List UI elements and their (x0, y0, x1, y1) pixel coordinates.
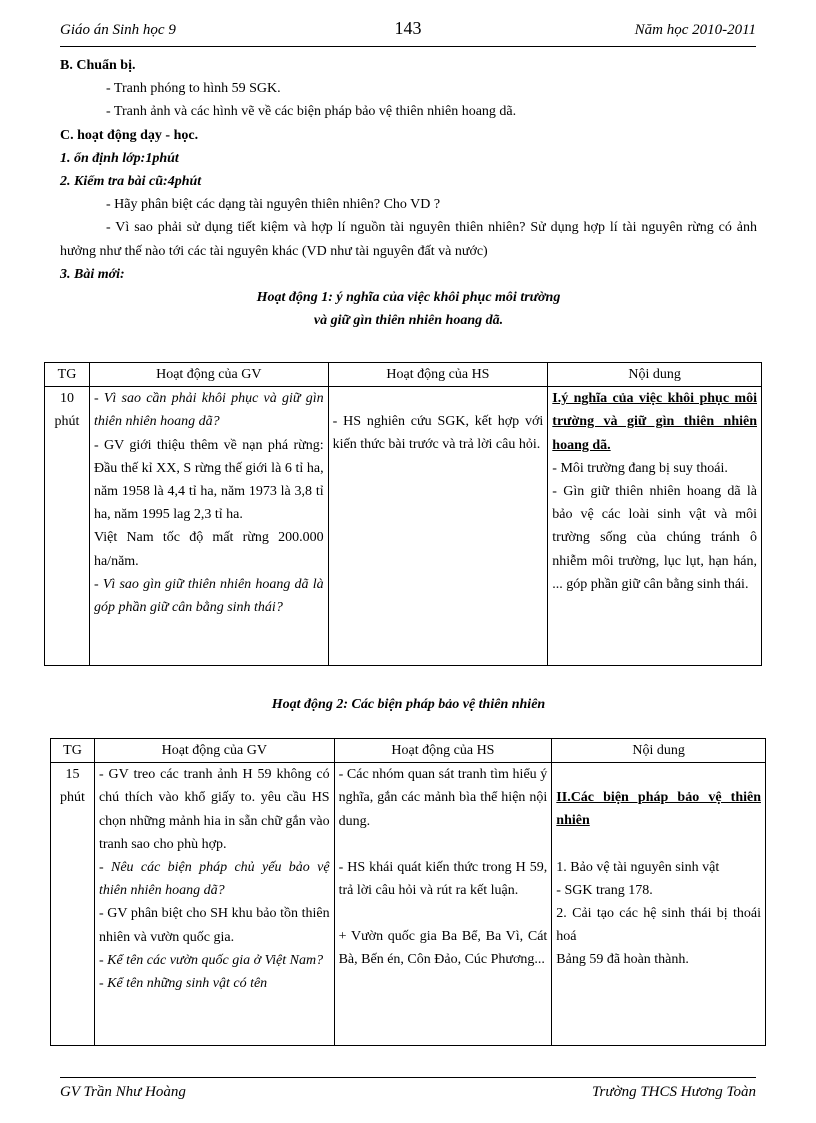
cell-hs (334, 763, 552, 1046)
page-number: 143 (394, 18, 422, 38)
nd-text: - Môi trường đang bị suy thoái. (552, 460, 728, 476)
tg-unit: phút (54, 414, 80, 430)
header-rule (60, 46, 756, 47)
gv-text: - GV treo các tranh ảnh H 59 không có chú thích vào khổ giấy to. yêu cầu HS chọn những mảnh hia in sẵn chữ gắn vào tranh sao cho phù hợp. (98, 767, 330, 852)
gv-text: - GV phân biệt cho SH khu bảo tồn thiên nhiên và vườn quốc gia. (98, 906, 330, 945)
table-row (51, 763, 766, 1046)
cell-nd (552, 763, 766, 1046)
review-question-1: - Hãy phân biệt các dạng tài nguyên thiên nhiên? Cho VD ? (106, 197, 441, 213)
page-footer (60, 1084, 756, 1101)
header-nd: Nội dung (548, 363, 762, 387)
page-header (60, 18, 756, 42)
section-c-title: C. hoạt động dạy - học. (60, 127, 199, 143)
footer-school: Trường THCS Hương Toàn (592, 1084, 756, 1100)
activity-1-title-line2: và giữ gìn thiên nhiên hoang dã. (313, 313, 504, 329)
cell-gv (94, 763, 334, 1046)
document-body (60, 54, 757, 332)
hs-text: + Vườn quốc gia Ba Bể, Ba Vì, Cát Bà, Bến én, Côn Đảo, Cúc Phương... (338, 929, 548, 968)
tg-value: 15 (65, 767, 80, 783)
gv-question: - Vì sao gìn giữ thiên nhiên hoang dã là góp phần giữ cân bằng sinh thái? (93, 576, 324, 616)
step-3-title: 3. Bài mới: (60, 266, 125, 282)
nd-heading: I.ý nghĩa của việc khôi phục môi trường và giữ gìn thiên nhiên hoang dã. (552, 391, 757, 453)
activity-1-title-line1: Hoạt động 1: ý nghĩa của việc khôi phục môi trường (256, 290, 561, 306)
header-subject: Giáo án Sinh học 9 (60, 22, 176, 38)
nd-text: 1. Bảo vệ tài nguyên sinh vật (556, 859, 720, 875)
footer-teacher: GV Trần Như Hoàng (60, 1084, 186, 1100)
nd-text: Bảng 59 đã hoàn thành. (556, 952, 689, 968)
nd-text: - SGK trang 178. (556, 882, 653, 898)
gv-text: - GV giới thiệu thêm về nạn phá rừng: Đầu thế kỉ XX, S rừng thế giới là 6 tỉ ha, năm 1958 là 4,4 tỉ ha, năm 1973 là 3,8 tỉ ha, năm 1995 lag 2,3 tỉ ha. (93, 437, 324, 523)
header-nd: Nội dung (552, 739, 766, 763)
header-school-year: Năm học 2010-2011 (634, 22, 756, 38)
activity-2-title: Hoạt động 2: Các biện pháp bảo vệ thiên nhiên (271, 697, 546, 712)
hs-text: - HS khái quát kiến thức trong H 59, trả lời câu hỏi và rút ra kết luận. (338, 859, 548, 899)
header-hs: Hoạt động của HS (328, 363, 548, 387)
tg-unit: phút (60, 790, 85, 806)
cell-nd (548, 387, 762, 666)
activity-2-table (50, 738, 766, 1046)
step-1-title: 1. ổn định lớp:1phút (60, 150, 179, 166)
nd-text: - Gìn giữ thiên nhiên hoang dã là bảo vệ các loài sinh vật và môi trường sống của chúng tránh ô nhiễm môi trường, lục lụt, hạn hán, ... góp phần giữ cân bằng sinh thái. (552, 484, 757, 592)
tg-value: 10 (59, 391, 74, 407)
cell-hs (328, 387, 548, 666)
section-b-item: - Tranh phóng to hình 59 SGK. (106, 81, 281, 97)
hs-text: - Các nhóm quan sát tranh tìm hiểu ý nghĩa, gắn các mảnh bìa thể hiện nội dung. (338, 767, 548, 829)
activity-1-table (44, 362, 762, 666)
cell-gv (89, 387, 328, 666)
hs-text: - HS nghiên cứu SGK, kết hợp với kiến thức bài trước và trả lời câu hỏi. (332, 414, 544, 453)
header-gv: Hoạt động của GV (94, 739, 334, 763)
table-row (45, 387, 762, 666)
gv-question: - Nêu các biện pháp chủ yếu bảo vệ thiên nhiên hoang dã? (98, 860, 330, 899)
gv-question: - Kể tên những sinh vật có tên (98, 976, 268, 992)
gv-question: - Kể tên các vườn quốc gia ở Việt Nam? (98, 952, 324, 968)
table-header-row (45, 363, 762, 387)
header-gv: Hoạt động của GV (89, 363, 328, 387)
header-hs: Hoạt động của HS (334, 739, 552, 763)
cell-tg (51, 763, 95, 1046)
nd-text: 2. Cải tạo các hệ sinh thái bị thoái hoá (556, 906, 761, 945)
review-question-2: - Vì sao phải sử dụng tiết kiệm và hợp lí nguồn tài nguyên thiên nhiên? Sử dụng hợp lí tài nguyên rừng có ảnh hưởng như thế nào tới các tài nguyên khác (VD như tài nguyên đất và nước) (60, 220, 757, 259)
step-2-title: 2. Kiểm tra bài cũ:4phút (60, 174, 202, 190)
cell-tg (45, 387, 90, 666)
footer-rule (60, 1077, 756, 1078)
nd-heading: II.Các biện pháp bảo vệ thiên nhiên (556, 790, 761, 829)
header-tg: TG (51, 739, 95, 763)
table-header-row (51, 739, 766, 763)
gv-question: - Vì sao cần phải khôi phục và giữ gìn thiên nhiên hoang dã? (93, 391, 324, 430)
section-b-item: - Tranh ảnh và các hình vẽ về các biện pháp bảo vệ thiên nhiên hoang dã. (106, 104, 517, 120)
section-b-title: B. Chuẩn bị. (60, 58, 136, 73)
header-tg: TG (45, 363, 90, 387)
gv-text: Việt Nam tốc độ mất rừng 200.000 ha/năm. (93, 530, 324, 569)
